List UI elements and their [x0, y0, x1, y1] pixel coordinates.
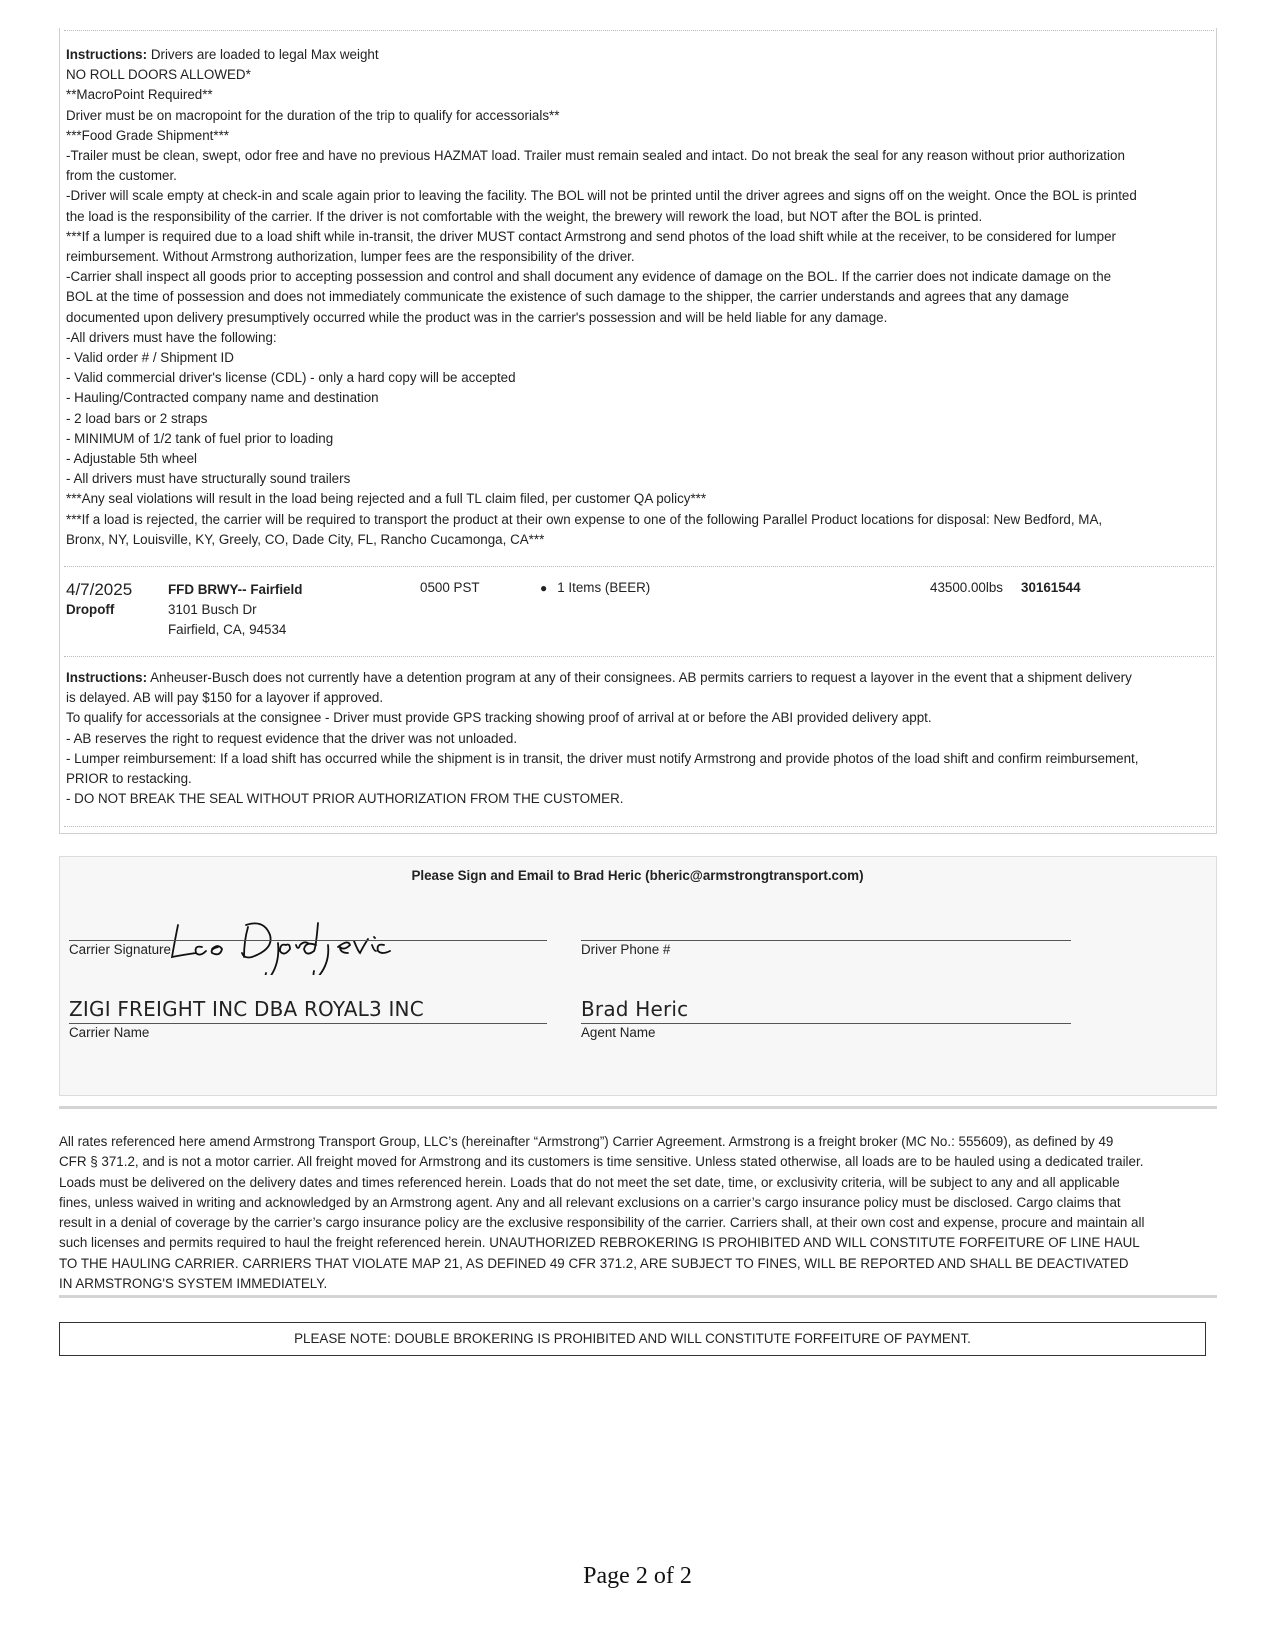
- instruction-line: reimbursement. Without Armstrong authorization, lumper fees are the responsibility of the driver.: [66, 249, 635, 265]
- legal-line: All rates referenced here amend Armstrong Transport Group, LLC’s (hereinafter “Armstrong”) Carrier Agreement. Armstrong is a freight broker (MC No.: 555609), as defined by 49: [59, 1134, 1114, 1149]
- instruction-line: Driver must be on macropoint for the duration of the trip to qualify for accessorials**: [66, 107, 560, 123]
- instruction-line: NO ROLL DOORS ALLOWED*: [66, 67, 251, 83]
- stop-date: 4/7/2025: [66, 580, 133, 599]
- legal-line: TO THE HAULING CARRIER. CARRIERS THAT VIOLATE MAP 21, AS DEFINED 49 CFR 371.2, ARE SUBJECT TO FINES, WILL BE REPORTED AND SHALL BE DEACTIVATED: [59, 1255, 1129, 1271]
- legal-line: result in a denial of coverage by the carrier’s cargo insurance policy are the exclusive responsibility of the carrier. Carriers shall, at their own cost and expense, procure and maintain all: [59, 1215, 1145, 1231]
- instruction-line: - Hauling/Contracted company name and destination: [66, 390, 379, 406]
- divider: [64, 30, 1214, 31]
- stop-reference: 30161544: [1021, 580, 1081, 595]
- stop-type: Dropoff: [66, 602, 115, 617]
- signature-heading: Please Sign and Email to Brad Heric (bheric@armstrongtransport.com): [411, 868, 864, 883]
- divider: [64, 656, 1214, 657]
- carrier-signature-line: [69, 940, 547, 941]
- items-text: 1 Items (BEER): [557, 580, 651, 595]
- signature-panel: [59, 856, 1217, 1096]
- instruction-line: - Valid commercial driver's license (CDL) - only a hard copy will be accepted: [66, 370, 516, 386]
- stop-time: 0500 PST: [420, 580, 480, 595]
- instructions-label: Instructions:: [66, 47, 148, 62]
- agent-name-label: Agent Name: [581, 1025, 656, 1040]
- dropoff-instructions: [66, 668, 1216, 809]
- instruction-line: **MacroPoint Required**: [66, 87, 213, 103]
- instruction-line: -All drivers must have the following:: [66, 329, 277, 345]
- carrier-name-line: [69, 1023, 547, 1024]
- carrier-name-label: Carrier Name: [69, 1025, 150, 1040]
- address-line-1: 3101 Busch Dr: [168, 602, 257, 618]
- address-line-2: Fairfield, CA, 94534: [168, 622, 287, 638]
- legal-line: such licenses and permits required to haul the freight referenced herein. UNAUTHORIZED REBROKERING IS PROHIBITED AND WILL CONSTITUTE FORFEITURE OF LINE HAUL: [59, 1235, 1140, 1251]
- instruction-line: -Carrier shall inspect all goods prior to accepting possession and control and shall document any evidence of damage on the BOL. If the carrier does not indicate damage on the: [66, 269, 1112, 285]
- driver-phone-label: Driver Phone #: [581, 942, 671, 957]
- instruction-line: - Adjustable 5th wheel: [66, 451, 198, 467]
- divider: [64, 826, 1214, 827]
- legal-line: IN ARMSTRONG'S SYSTEM IMMEDIATELY.: [59, 1276, 328, 1292]
- instruction-line: Instructions: Drivers are loaded to legal Max weight: [66, 47, 379, 62]
- bullet-icon: ●: [540, 581, 548, 595]
- stop-items: [540, 580, 650, 595]
- instruction-line: - DO NOT BREAK THE SEAL WITHOUT PRIOR AUTHORIZATION FROM THE CUSTOMER.: [66, 791, 624, 807]
- instruction-line: - Lumper reimbursement: If a load shift has occurred while the shipment is in transit, the driver must notify Armstrong and provide photos of the load shift and confirm reimbursement,: [66, 750, 1139, 766]
- driver-phone-line: [581, 940, 1071, 941]
- divider: [64, 566, 1214, 567]
- instruction-line: Instructions: Anheuser-Busch does not currently have a detention program at any of their consignees. AB permits carriers to request a layover in the event that a shipment delivery: [66, 670, 1132, 685]
- instruction-line: ***Any seal violations will result in the load being rejected and a full TL claim filed, per customer QA policy***: [66, 491, 707, 507]
- divider: [59, 1295, 1217, 1298]
- instruction-line: - 2 load bars or 2 straps: [66, 410, 208, 426]
- instruction-line: - All drivers must have structurally sound trailers: [66, 471, 351, 487]
- instruction-line: To qualify for accessorials at the consignee - Driver must provide GPS tracking showing proof of arrival at or before the ABI provided delivery appt.: [66, 710, 932, 726]
- location-name: FFD BRWY-- Fairfield: [168, 582, 303, 597]
- divider: [59, 1106, 1217, 1109]
- page-number: Page 2 of 2: [583, 1563, 692, 1589]
- legal-line: Loads must be delivered on the delivery dates and times referenced herein. Loads that do not meet the set date, time, or exclusivity criteria, will be subject to any and all applicable: [59, 1174, 1120, 1190]
- instruction-line: - MINIMUM of 1/2 tank of fuel prior to loading: [66, 430, 334, 446]
- carrier-signature-label: Carrier Signature: [69, 942, 171, 957]
- instruction-line: BOL at the time of possession and does not immediately communicate the existence of such damage to the shipper, the carrier understands and agrees that any damage: [66, 289, 1069, 305]
- instruction-line: Bronx, NY, Louisville, KY, Greely, CO, Dade City, FL, Rancho Cucamonga, CA***: [66, 531, 545, 547]
- agent-name-line: [581, 1023, 1071, 1024]
- double-brokering-notice: PLEASE NOTE: DOUBLE BROKERING IS PROHIBITED AND WILL CONSTITUTE FORFEITURE OF PAYMENT.: [59, 1322, 1206, 1356]
- instruction-line: -Driver will scale empty at check-in and scale again prior to leaving the facility. The BOL will not be printed until the driver agrees and signs off on the weight. Once the BOL is printed: [66, 188, 1137, 204]
- legal-terms: [59, 1132, 1219, 1294]
- instruction-line: - AB reserves the right to request evidence that the driver was not unloaded.: [66, 730, 518, 746]
- instruction-line: - Valid order # / Shipment ID: [66, 350, 234, 366]
- instruction-line: ***If a lumper is required due to a load shift while in-transit, the driver MUST contact Armstrong and send photos of the load shift while at the receiver, to be considered for lumper: [66, 228, 1116, 244]
- instruction-line: the load is the responsibility of the carrier. If the driver is not comfortable with the weight, the brewery will rework the load, but NOT after the BOL is printed.: [66, 208, 983, 224]
- legal-line: CFR § 371.2, and is not a motor carrier. All freight moved for Armstrong and its customers is time sensitive. Unless stated otherwise, all loads are to be hauled using a dedicated trailer.: [59, 1154, 1144, 1170]
- instructions-label: Instructions:: [66, 670, 148, 685]
- instruction-line: PRIOR to restacking.: [66, 771, 192, 787]
- stop-weight: 43500.00lbs: [930, 580, 1003, 595]
- legal-line: fines, unless waived in writing and acknowledged by an Armstrong agent. Any and all relevant exclusions on a carrier’s cargo insurance policy must be disclosed. Cargo claims that: [59, 1194, 1121, 1210]
- instruction-line: documented upon delivery presumptively occurred while the product was in the carrier's possession and will be held liable for any damage.: [66, 309, 888, 325]
- carrier-name-value[interactable]: ZIGI FREIGHT INC DBA ROYAL3 INC: [69, 997, 424, 1021]
- instruction-line: ***Food Grade Shipment***: [66, 127, 230, 143]
- instruction-line: ***If a load is rejected, the carrier will be required to transport the product at their own expense to one of the following Parallel Product locations for disposal: New Bedford, MA,: [66, 511, 1103, 527]
- pickup-instructions: [66, 45, 1216, 550]
- instruction-line: -Trailer must be clean, swept, odor free and have no previous HAZMAT load. Trailer must remain sealed and intact. Do not break the seal for any reason without prior authorization: [66, 148, 1125, 164]
- instruction-line: is delayed. AB will pay $150 for a layover if approved.: [66, 690, 384, 706]
- agent-name-value[interactable]: Brad Heric: [581, 997, 689, 1021]
- stop-location: [168, 580, 302, 641]
- instruction-line: from the customer.: [66, 168, 177, 184]
